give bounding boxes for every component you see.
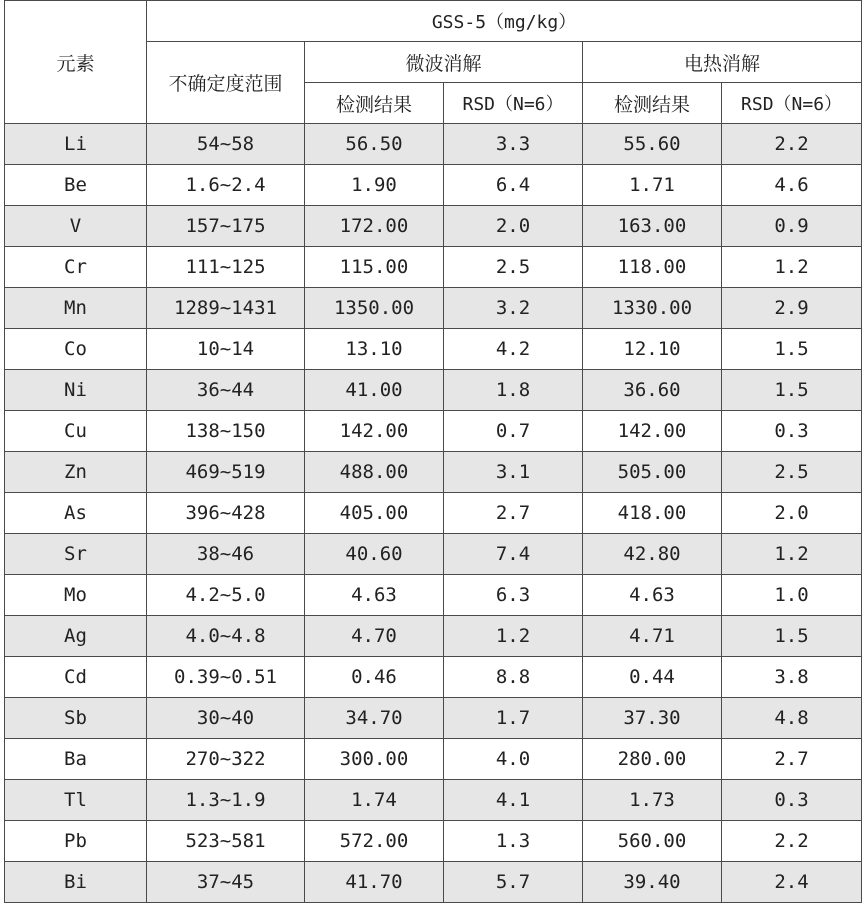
table-row xyxy=(5,575,862,616)
cell-uncertainty-range: 4.2~5.0 xyxy=(147,575,305,616)
cell-element: Pb xyxy=(5,821,147,862)
cell-microwave-result: 1350.00 xyxy=(305,288,444,329)
cell-microwave-rsd: 2.7 xyxy=(444,493,583,534)
cell-uncertainty-range: 1.3~1.9 xyxy=(147,780,305,821)
cell-microwave-rsd: 1.7 xyxy=(444,698,583,739)
cell-electric-rsd: 4.8 xyxy=(722,698,862,739)
cell-electric-result: 37.30 xyxy=(583,698,722,739)
cell-element: V xyxy=(5,206,147,247)
cell-electric-rsd: 1.5 xyxy=(722,329,862,370)
cell-electric-result: 12.10 xyxy=(583,329,722,370)
cell-electric-result: 42.80 xyxy=(583,534,722,575)
cell-microwave-result: 13.10 xyxy=(305,329,444,370)
table-row xyxy=(5,780,862,821)
cell-electric-rsd: 2.2 xyxy=(722,821,862,862)
table-row xyxy=(5,411,862,452)
cell-microwave-rsd: 1.2 xyxy=(444,616,583,657)
header-uncertainty-range: 不确定度范围 xyxy=(147,42,305,124)
cell-uncertainty-range: 469~519 xyxy=(147,452,305,493)
cell-uncertainty-range: 157~175 xyxy=(147,206,305,247)
cell-microwave-result: 1.90 xyxy=(305,165,444,206)
table-row xyxy=(5,206,862,247)
cell-electric-rsd: 1.2 xyxy=(722,247,862,288)
cell-microwave-rsd: 4.2 xyxy=(444,329,583,370)
cell-uncertainty-range: 37~45 xyxy=(147,862,305,903)
cell-electric-rsd: 1.0 xyxy=(722,575,862,616)
cell-microwave-result: 41.00 xyxy=(305,370,444,411)
cell-electric-rsd: 1.5 xyxy=(722,370,862,411)
cell-uncertainty-range: 10~14 xyxy=(147,329,305,370)
cell-element: Sb xyxy=(5,698,147,739)
cell-microwave-rsd: 5.7 xyxy=(444,862,583,903)
cell-electric-rsd: 2.7 xyxy=(722,739,862,780)
cell-microwave-result: 488.00 xyxy=(305,452,444,493)
cell-microwave-result: 4.63 xyxy=(305,575,444,616)
cell-uncertainty-range: 1.6~2.4 xyxy=(147,165,305,206)
table-row xyxy=(5,616,862,657)
cell-element: Mn xyxy=(5,288,147,329)
cell-electric-result: 4.71 xyxy=(583,616,722,657)
cell-uncertainty-range: 54~58 xyxy=(147,124,305,165)
table-row xyxy=(5,821,862,862)
cell-microwave-rsd: 3.2 xyxy=(444,288,583,329)
cell-uncertainty-range: 0.39~0.51 xyxy=(147,657,305,698)
cell-microwave-rsd: 2.0 xyxy=(444,206,583,247)
cell-element: Sr xyxy=(5,534,147,575)
cell-element: Cu xyxy=(5,411,147,452)
cell-electric-result: 418.00 xyxy=(583,493,722,534)
header-microwave-rsd: RSD（N=6） xyxy=(444,83,583,124)
cell-electric-result: 1.73 xyxy=(583,780,722,821)
header-group-gss5: GSS-5（mg/kg） xyxy=(147,1,862,42)
cell-electric-result: 1.71 xyxy=(583,165,722,206)
table-row xyxy=(5,739,862,780)
cell-element: Ba xyxy=(5,739,147,780)
cell-microwave-rsd: 6.4 xyxy=(444,165,583,206)
cell-element: Mo xyxy=(5,575,147,616)
cell-microwave-rsd: 3.3 xyxy=(444,124,583,165)
cell-microwave-rsd: 2.5 xyxy=(444,247,583,288)
cell-uncertainty-range: 396~428 xyxy=(147,493,305,534)
cell-uncertainty-range: 270~322 xyxy=(147,739,305,780)
cell-microwave-result: 115.00 xyxy=(305,247,444,288)
cell-microwave-result: 34.70 xyxy=(305,698,444,739)
cell-electric-result: 505.00 xyxy=(583,452,722,493)
cell-microwave-result: 56.50 xyxy=(305,124,444,165)
table-row xyxy=(5,698,862,739)
cell-microwave-result: 172.00 xyxy=(305,206,444,247)
cell-electric-rsd: 0.9 xyxy=(722,206,862,247)
cell-microwave-rsd: 7.4 xyxy=(444,534,583,575)
table-row xyxy=(5,493,862,534)
cell-element: Co xyxy=(5,329,147,370)
table-row xyxy=(5,370,862,411)
cell-element: Be xyxy=(5,165,147,206)
header-electric-rsd: RSD（N=6） xyxy=(722,83,862,124)
cell-microwave-result: 142.00 xyxy=(305,411,444,452)
header-electric-digestion: 电热消解 xyxy=(583,42,862,83)
cell-microwave-result: 4.70 xyxy=(305,616,444,657)
cell-element: Zn xyxy=(5,452,147,493)
cell-electric-result: 560.00 xyxy=(583,821,722,862)
cell-electric-rsd: 2.9 xyxy=(722,288,862,329)
cell-electric-result: 55.60 xyxy=(583,124,722,165)
cell-electric-result: 142.00 xyxy=(583,411,722,452)
cell-electric-rsd: 4.6 xyxy=(722,165,862,206)
header-microwave-result: 检测结果 xyxy=(305,83,444,124)
cell-electric-result: 1330.00 xyxy=(583,288,722,329)
cell-uncertainty-range: 111~125 xyxy=(147,247,305,288)
cell-microwave-rsd: 3.1 xyxy=(444,452,583,493)
cell-element: Ni xyxy=(5,370,147,411)
cell-electric-result: 36.60 xyxy=(583,370,722,411)
cell-electric-result: 163.00 xyxy=(583,206,722,247)
cell-uncertainty-range: 523~581 xyxy=(147,821,305,862)
cell-microwave-rsd: 8.8 xyxy=(444,657,583,698)
cell-microwave-result: 40.60 xyxy=(305,534,444,575)
table-row xyxy=(5,452,862,493)
cell-microwave-result: 572.00 xyxy=(305,821,444,862)
cell-electric-rsd: 3.8 xyxy=(722,657,862,698)
cell-uncertainty-range: 30~40 xyxy=(147,698,305,739)
cell-electric-rsd: 2.0 xyxy=(722,493,862,534)
cell-electric-result: 0.44 xyxy=(583,657,722,698)
cell-microwave-rsd: 1.8 xyxy=(444,370,583,411)
cell-uncertainty-range: 1289~1431 xyxy=(147,288,305,329)
cell-element: Cr xyxy=(5,247,147,288)
cell-electric-rsd: 2.4 xyxy=(722,862,862,903)
cell-element: As xyxy=(5,493,147,534)
cell-electric-rsd: 0.3 xyxy=(722,411,862,452)
table-row xyxy=(5,329,862,370)
cell-uncertainty-range: 38~46 xyxy=(147,534,305,575)
gss5-results-table xyxy=(4,0,862,903)
cell-electric-result: 39.40 xyxy=(583,862,722,903)
header-electric-result: 检测结果 xyxy=(583,83,722,124)
cell-electric-rsd: 1.2 xyxy=(722,534,862,575)
table-row xyxy=(5,165,862,206)
table-row xyxy=(5,657,862,698)
cell-microwave-rsd: 0.7 xyxy=(444,411,583,452)
table-body xyxy=(5,124,862,903)
cell-element: Bi xyxy=(5,862,147,903)
cell-microwave-rsd: 6.3 xyxy=(444,575,583,616)
data-table-container xyxy=(4,0,862,903)
table-row xyxy=(5,534,862,575)
cell-microwave-rsd: 4.1 xyxy=(444,780,583,821)
cell-microwave-result: 1.74 xyxy=(305,780,444,821)
cell-element: Cd xyxy=(5,657,147,698)
cell-electric-rsd: 0.3 xyxy=(722,780,862,821)
cell-electric-result: 118.00 xyxy=(583,247,722,288)
cell-element: Ag xyxy=(5,616,147,657)
cell-electric-rsd: 2.2 xyxy=(722,124,862,165)
cell-microwave-result: 41.70 xyxy=(305,862,444,903)
cell-electric-rsd: 2.5 xyxy=(722,452,862,493)
cell-electric-rsd: 1.5 xyxy=(722,616,862,657)
table-row xyxy=(5,862,862,903)
cell-electric-result: 4.63 xyxy=(583,575,722,616)
cell-uncertainty-range: 138~150 xyxy=(147,411,305,452)
cell-electric-result: 280.00 xyxy=(583,739,722,780)
cell-element: Li xyxy=(5,124,147,165)
cell-uncertainty-range: 36~44 xyxy=(147,370,305,411)
cell-microwave-rsd: 4.0 xyxy=(444,739,583,780)
table-row xyxy=(5,247,862,288)
table-row xyxy=(5,124,862,165)
cell-microwave-result: 300.00 xyxy=(305,739,444,780)
cell-microwave-result: 405.00 xyxy=(305,493,444,534)
header-microwave-digestion: 微波消解 xyxy=(305,42,583,83)
header-element: 元素 xyxy=(5,1,147,124)
cell-microwave-rsd: 1.3 xyxy=(444,821,583,862)
cell-element: Tl xyxy=(5,780,147,821)
cell-microwave-result: 0.46 xyxy=(305,657,444,698)
table-row xyxy=(5,288,862,329)
cell-uncertainty-range: 4.0~4.8 xyxy=(147,616,305,657)
